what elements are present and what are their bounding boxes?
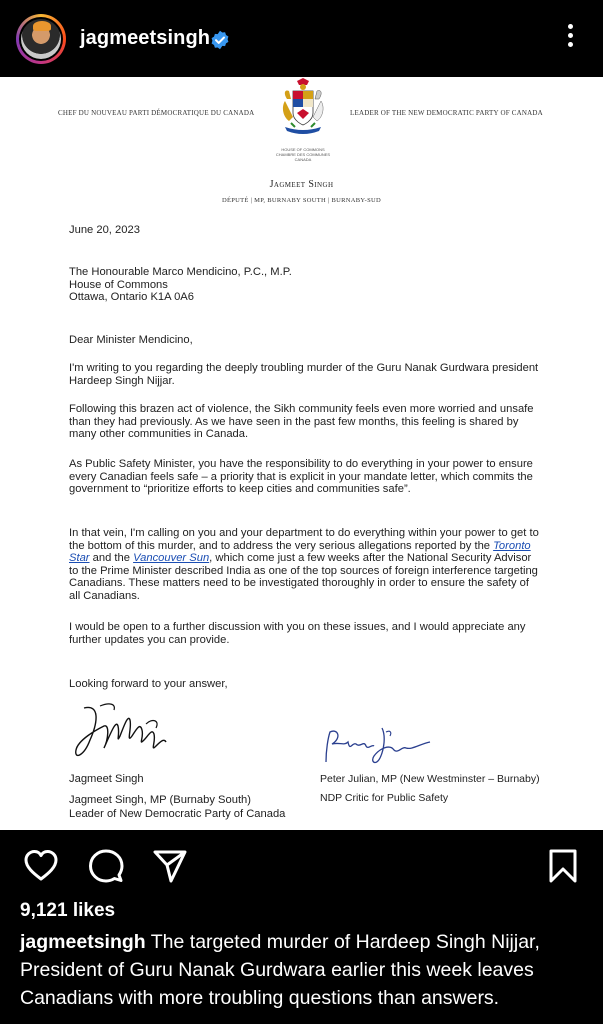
- p4-text-a: In that vein, I'm calling on you and your department to do everything within your power to get to the bottom of this murder, and to address the very serious allegations reported by the: [69, 527, 539, 552]
- toronto-star-link[interactable]: Toronto Star: [69, 539, 531, 565]
- caption-text: The targeted murder of Hardeep Singh Nijjar, President of Guru Nanak Gurdwara earlier this week leaves Canadians with more troubling questions than answers.: [20, 931, 540, 1009]
- house-of-commons-en: HOUSE OF COMMONS: [281, 147, 325, 152]
- letter-closing: Looking forward to your answer,: [69, 678, 228, 690]
- letterhead-left: CHEF DU NOUVEAU PARTI DÉMOCRATIQUE DU CANADA: [58, 109, 255, 117]
- p4-text-b: and the: [89, 552, 134, 565]
- letter-paragraph-3: As Public Safety Minister, you have the responsibility to do everything in your power to ensure every Canadian feels safe – a priority that is explicit in your mandate letter, which commits the government to “prioritize efforts to keep cities and communities safe”.: [69, 458, 533, 496]
- signature-title-left-1: Jagmeet Singh, MP (Burnaby South): [69, 794, 251, 806]
- likes-count[interactable]: 9,121 likes: [20, 900, 116, 921]
- heart-icon[interactable]: [23, 848, 59, 884]
- send-icon[interactable]: [152, 848, 188, 884]
- comment-icon[interactable]: [88, 848, 124, 884]
- letterhead-subtitle: DÉPUTÉ | MP, BURNABY SOUTH | BURNABY-SUD: [221, 197, 381, 204]
- house-of-commons-country: CANADA: [294, 157, 312, 162]
- signature-jagmeet-singh: [70, 700, 170, 768]
- address-line-2: House of Commons: [69, 278, 168, 291]
- house-of-commons-fr: CHAMBRE DES COMMUNES: [275, 152, 331, 157]
- post-header: [0, 0, 603, 77]
- avatar-inner: [19, 17, 63, 61]
- verified-badge-icon: [210, 30, 230, 50]
- avatar[interactable]: [16, 14, 66, 64]
- address-line-1: The Honourable Marco Mendicino, P.C., M.P.: [69, 266, 292, 278]
- address-line-3: Ottawa, Ontario K1A 0A6: [69, 291, 194, 304]
- letter-date: June 20, 2023: [69, 224, 140, 236]
- letter-salutation: Dear Minister Mendicino,: [69, 334, 193, 346]
- signature-title-left-2: Leader of New Democratic Party of Canada: [69, 808, 286, 820]
- post-actions: [0, 830, 603, 1024]
- more-options-icon[interactable]: [560, 24, 580, 54]
- p4-text-c: , which come just a few weeks after the National Security Advisor to the Prime Minister described India as one of the top sources of foreign interference targeting Canadians. These matters need to be investigated thoroughly in order to ensure the safety of all Canadians.: [69, 552, 538, 602]
- vancouver-sun-link[interactable]: Vancouver Sun: [133, 552, 210, 565]
- username[interactable]: jagmeetsingh: [80, 27, 211, 49]
- coat-of-arms-icon: [275, 77, 331, 139]
- letterhead-name: Jagmeet Singh: [269, 179, 334, 190]
- signature-title-right-2: NDP Critic for Public Safety: [320, 792, 449, 804]
- signature-title-right-1: Peter Julian, MP (New Westminster – Burnaby): [320, 773, 540, 785]
- letter-address: [69, 266, 539, 304]
- caption-username[interactable]: jagmeetsingh: [20, 931, 146, 953]
- signature-peter-julian: [320, 722, 435, 770]
- post-image-letter[interactable]: [0, 77, 603, 830]
- bookmark-icon[interactable]: [545, 848, 581, 884]
- letter-paragraph-1: I'm writing to you regarding the deeply troubling murder of the Guru Nanak Gurdwara president Hardeep Singh Nijjar.: [69, 362, 539, 387]
- letter-paragraph-2: Following this brazen act of violence, the Sikh community feels even more worried and unsafe than they had previously. As we have seen in the past few months, this feeling is shared by many other communities in Canada.: [69, 403, 534, 441]
- avatar-image: [21, 19, 61, 59]
- post-caption: [20, 928, 590, 1012]
- signature-name-left: Jagmeet Singh: [69, 773, 144, 785]
- letter-paragraph-5: I would be open to a further discussion with you on these issues, and I would appreciate any further updates you can provide.: [69, 621, 526, 646]
- letterhead-right: LEADER OF THE NEW DEMOCRATIC PARTY OF CANADA: [350, 109, 543, 117]
- letter-paragraph-4: [69, 527, 539, 603]
